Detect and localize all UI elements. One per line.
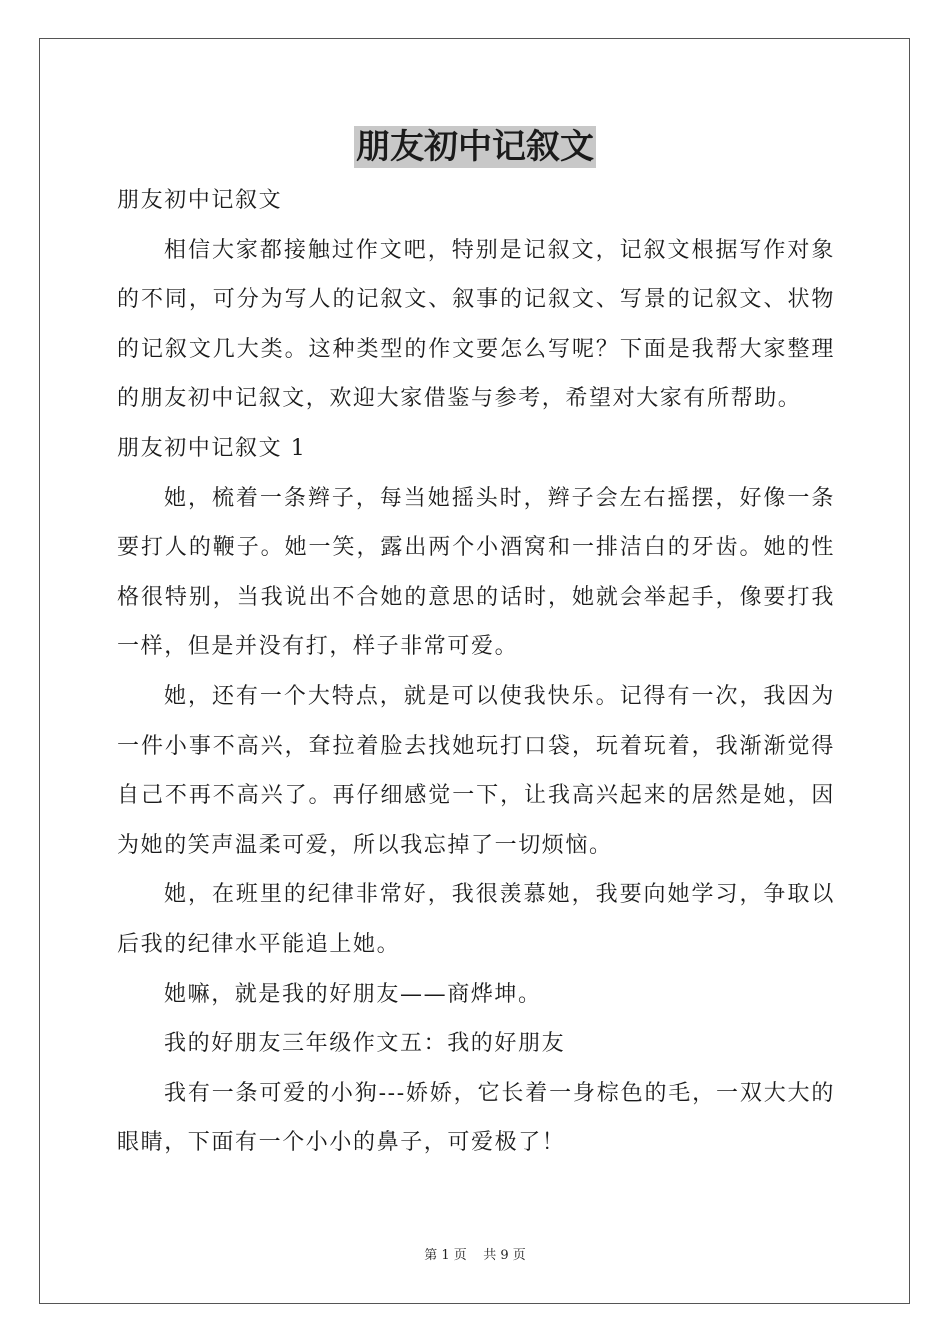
paragraph: 她嘛，就是我的好朋友——商烨坤。	[164, 981, 542, 1007]
paragraph: 她，在班里的纪律非常好，我很羡慕她，我要向她学习，争取以后我的纪律水平能追上她。	[117, 882, 835, 957]
paragraph: 相信大家都接触过作文吧，特别是记叙文，记叙文根据写作对象的不同，可分为写人的记叙文、叙事的记叙文、写景的记叙文、状物的记叙文几大类。这种类型的作文要怎么写呢？下面是我帮大家整理的朋友初中记叙文，欢迎大家借鉴与参考，希望对大家有所帮助。	[117, 237, 835, 412]
document-title: 朋友初中记叙文	[356, 127, 594, 167]
paragraph: 她，梳着一条辫子，每当她摇头时，辫子会左右摇摆，好像一条要打人的鞭子。她一笑，露出两个小酒窝和一排洁白的牙齿。她的性格很特别，当我说出不合她的意思的话时，她就会举起手，像要打我一样，但是并没有打，样子非常可爱。	[117, 485, 835, 660]
title-container	[0, 126, 950, 168]
paragraph: 朋友初中记叙文	[117, 188, 283, 213]
paragraph: 我有一条可爱的小狗---娇娇，它长着一身棕色的毛，一双大大的眼睛，下面有一个小小的鼻子，可爱极了！	[117, 1080, 835, 1156]
document-body	[117, 176, 835, 1168]
paragraph: 她，还有一个大特点，就是可以使我快乐。记得有一次，我因为一件小事不高兴，耷拉着脸去找她玩打口袋，玩着玩着，我渐渐觉得自己不再不高兴了。再仔细感觉一下，让我高兴起来的居然是她，因为她的笑声温柔可爱，所以我忘掉了一切烦恼。	[117, 683, 835, 858]
paragraph: 朋友初中记叙文 1	[117, 435, 307, 461]
page-number: 第 1 页 共 9 页	[424, 1248, 526, 1263]
page-footer	[0, 1247, 950, 1265]
paragraph: 我的好朋友三年级作文五：我的好朋友	[164, 1031, 566, 1057]
